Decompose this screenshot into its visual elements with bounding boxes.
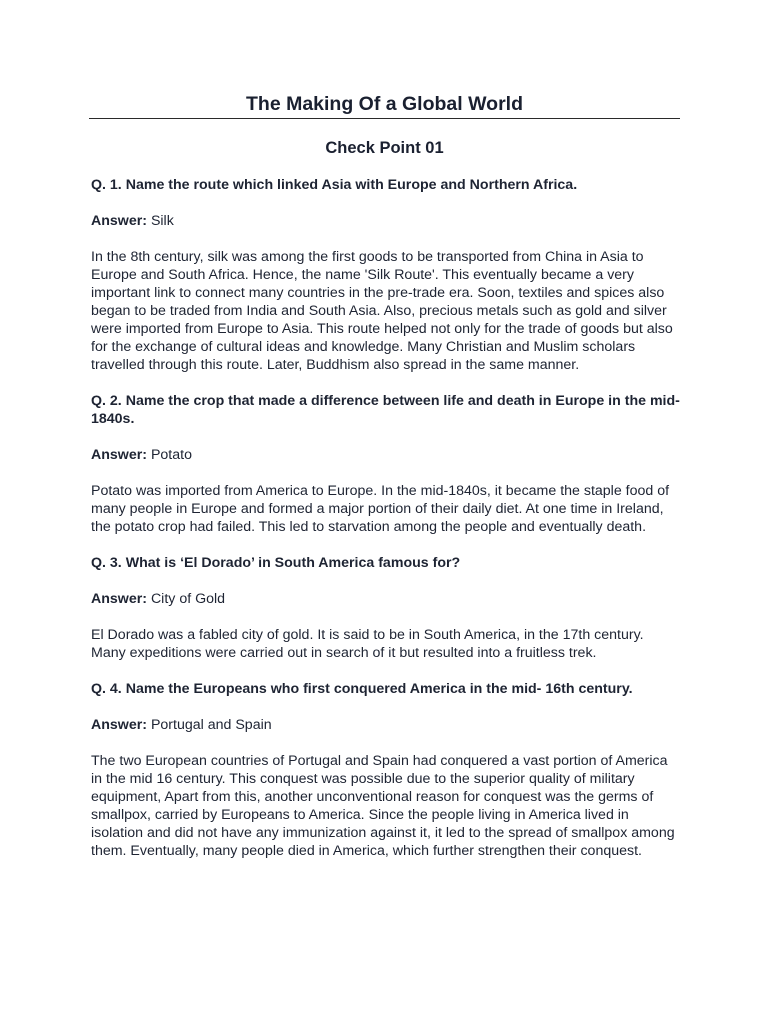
question-3: Q. 3. What is ‘El Dorado’ in South America famous for? bbox=[91, 555, 461, 571]
document-title: The Making Of a Global World bbox=[246, 93, 523, 115]
explanation-3: El Dorado was a fabled city of gold. It is said to be in South America, in the 17th century. Many expeditions were carried out in search of it but resulted into a fruitless trek. bbox=[91, 627, 644, 661]
answer-label: Answer: bbox=[91, 717, 147, 733]
explanation-2: Potato was imported from America to Europe. In the mid-1840s, it became the staple food of many people in Europe and formed a major portion of their daily diet. At one time in Ireland, the potato crop had failed. This led to starvation among the people and eventually death. bbox=[91, 483, 670, 535]
question-2: Q. 2. Name the crop that made a difference between life and death in Europe in the mid-1840s. bbox=[91, 393, 680, 427]
qa-item-3 bbox=[91, 554, 681, 680]
qa-item-4 bbox=[91, 680, 681, 860]
answer-label: Answer: bbox=[91, 447, 147, 463]
qa-item-2 bbox=[91, 392, 681, 554]
answer-1 bbox=[91, 212, 681, 230]
answer-text: City of Gold bbox=[150, 591, 226, 607]
answer-text: Silk bbox=[150, 213, 174, 229]
answer-2 bbox=[91, 446, 681, 464]
question-4: Q. 4. Name the Europeans who first conquered America in the mid- 16th century. bbox=[91, 681, 633, 697]
title-divider bbox=[89, 118, 680, 119]
answer-label: Answer: bbox=[91, 213, 147, 229]
answer-text: Potato bbox=[150, 447, 192, 463]
answer-4 bbox=[91, 716, 681, 734]
explanation-4: The two European countries of Portugal and Spain had conquered a vast portion of America in the mid 16 century. This conquest was possible due to the superior quality of military equipment, Apart from this, another unconventional reason for conquest was the germs of smallpox, carried by Europeans to America. Since the people living in America lived in isolation and did not have any immunization against it, it led to the spread of smallpox among them. Eventually, many people died in America, which further strengthen their conquest. bbox=[91, 753, 675, 859]
qa-content bbox=[91, 176, 681, 860]
question-1: Q. 1. Name the route which linked Asia with Europe and Northern Africa. bbox=[91, 177, 578, 193]
answer-text: Portugal and Spain bbox=[150, 717, 272, 733]
answer-label: Answer: bbox=[91, 591, 147, 607]
answer-3 bbox=[91, 590, 681, 608]
section-heading: Check Point 01 bbox=[325, 139, 444, 157]
explanation-1: In the 8th century, silk was among the first goods to be transported from China in Asia to Europe and South Africa. Hence, the name 'Silk Route'. This eventually became a very important link to connect many countries in the pre-trade era. Soon, textiles and spices also began to be traded from India and South Asia. Also, precious metals such as gold and silver were imported from Europe to Asia. This route helped not only for the trade of goods but also for the exchange of cultural ideas and knowledge. Many Christian and Muslim scholars travelled through this route. Later, Buddhism also spread in the same manner. bbox=[91, 249, 673, 373]
qa-item-1 bbox=[91, 176, 681, 392]
